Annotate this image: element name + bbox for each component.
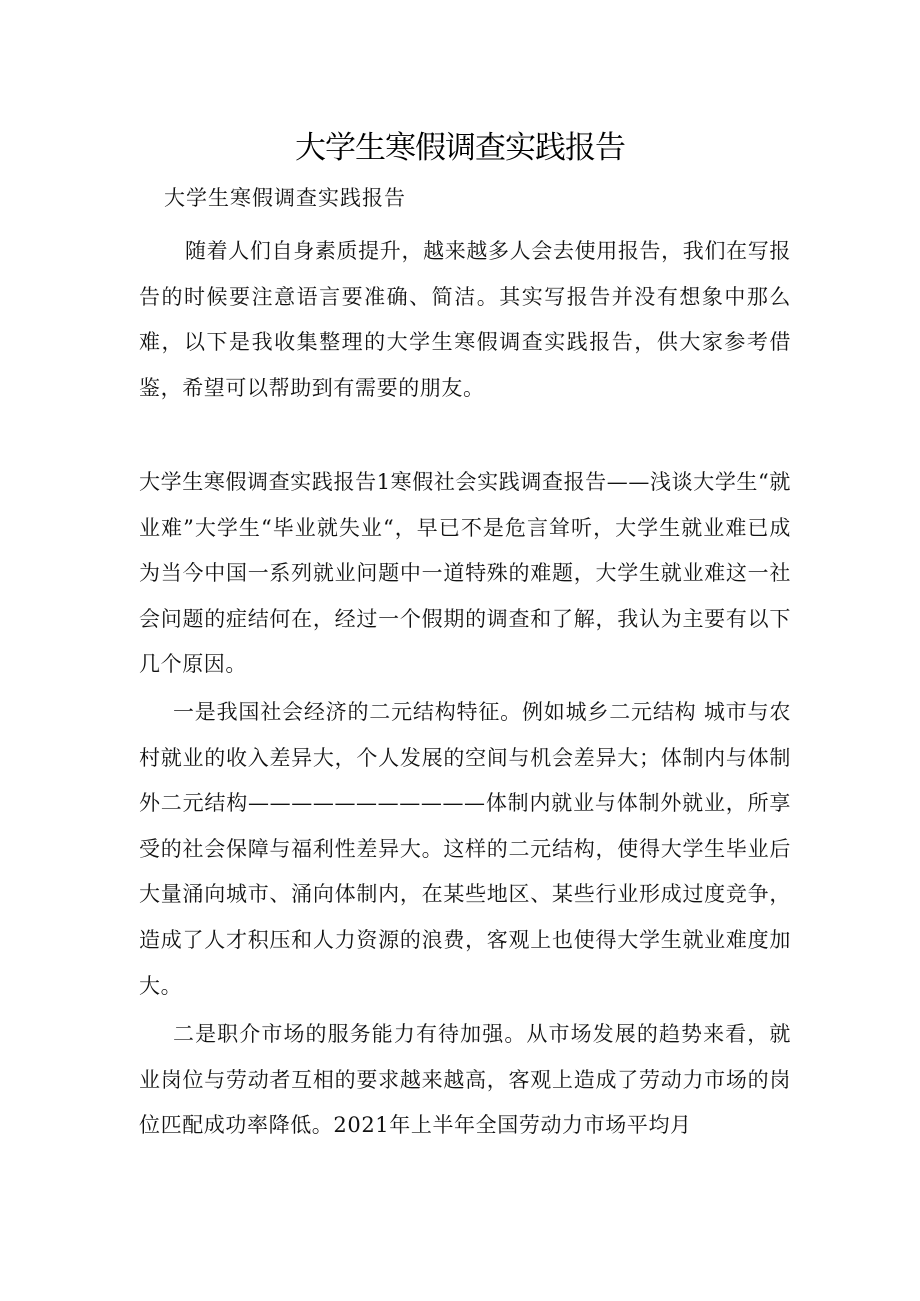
report-paragraph-2: 一是我国社会经济的二元结构特征。例如城乡二元结构 城市与农村就业的收入差异大，个人发展的空间与机会差异大；体制内与体制外二元结构———————————体制内就业与体制外就业，所享受的社会保障与福利性差异大。这样的二元结构，使得大学生毕业后大量涌向城市、涌向体制内，在某些地区、某些行业形成过度竞争，造成了人才积压和人力资源的浪费，客观上也使得大学生就业难度加大。	[139, 700, 791, 998]
document-title: 大学生寒假调查实践报告	[295, 130, 625, 166]
intro-paragraph: 随着人们自身素质提升，越来越多人会去使用报告，我们在写报告的时候要注意语言要准确、简洁。其实写报告并没有想象中那么难，以下是我收集整理的大学生寒假调查实践报告，供大家参考借鉴，希望可以帮助到有需要的朋友。	[139, 239, 791, 400]
report-paragraph-1: 大学生寒假调查实践报告1寒假社会实践调查报告——浅谈大学生“就业难”大学生“毕业就失业“，早已不是危言耸听，大学生就业难已成为当今中国一系列就业问题中一道特殊的难题，大学生就业难这一社会问题的症结何在，经过一个假期的调查和了解，我认为主要有以下几个原因。	[139, 470, 791, 677]
document-subtitle: 大学生寒假调查实践报告	[164, 186, 406, 210]
report-paragraph-3: 二是职介市场的服务能力有待加强。从市场发展的趋势来看，就业岗位与劳动者互相的要求越来越高，客观上造成了劳动力市场的岗位匹配成功率降低。2021年上半年全国劳动力市场平均月	[139, 1022, 791, 1138]
